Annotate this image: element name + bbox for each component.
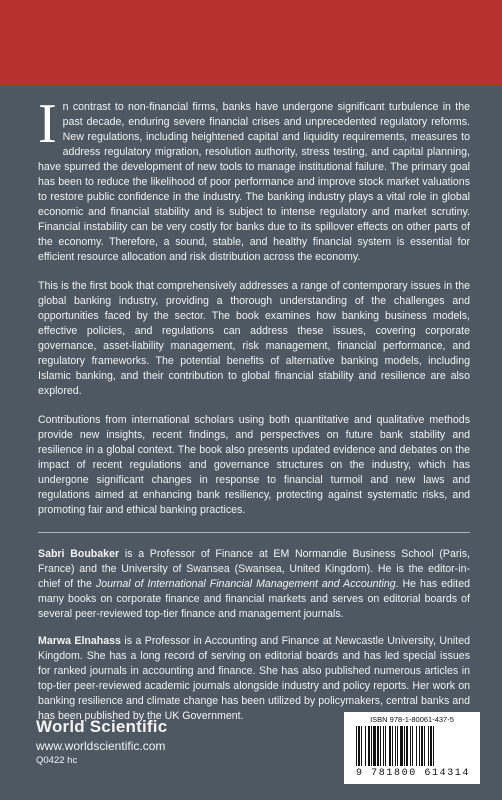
author-name: Marwa Elnahass — [38, 635, 121, 647]
barcode-bars — [354, 726, 470, 770]
barcode-bar — [392, 726, 393, 766]
barcode-bar — [419, 726, 420, 766]
barcode-bar — [406, 726, 408, 766]
barcode-bar — [361, 726, 362, 766]
barcode-bar — [424, 726, 425, 766]
barcode-bar — [377, 726, 379, 766]
blurb — [38, 93, 470, 736]
publisher-block — [36, 717, 167, 766]
barcode-bar — [395, 726, 396, 766]
barcode-bar — [365, 726, 366, 766]
barcode-bar — [430, 726, 432, 766]
barcode-bar — [380, 726, 381, 766]
barcode-bar — [433, 726, 434, 766]
intro-paragraph-1: In contrast to non-financial firms, banks have undergone significant turbulence in the past decade, enduring severe financial crises and unprecedented regulatory reforms. New regulations, including heightened capital and liquidity requirements, measures to address regulatory migration, resolution authority, stress testing, and capital planning, have spurred the development of new tools to manage institutional failure. The primary goal has been to reduce the likelihood of poor performance and improve stock market valuations to restore public confidence in the industry. The banking industry plays a vital role in global economic and financial stability and is subject to intense regulatory and market scrutiny. Financial instability can be very costly for banks due to its spillover effects on other parts of the economy. Therefore, a sound, stable, and healthy financial system is essential for efficient resource allocation and risk distribution across the economy. — [38, 93, 470, 263]
barcode-bar — [410, 726, 411, 766]
barcode-bar — [368, 726, 370, 766]
ean-number: 9 781800 614314 — [355, 768, 470, 779]
barcode-bar — [383, 726, 384, 766]
barcode-bar — [400, 726, 403, 766]
barcode-bar — [416, 726, 417, 766]
barcode-bar — [428, 726, 429, 766]
barcode — [344, 712, 480, 784]
publisher-name: World Scientific — [36, 717, 168, 736]
barcode-bar — [421, 726, 423, 766]
drop-cap: I — [38, 93, 57, 155]
barcode-bar — [371, 726, 372, 766]
isbn-label: ISBN 978-1-80061-437-5 — [370, 715, 454, 724]
author-bios — [38, 547, 470, 724]
divider — [38, 532, 470, 533]
barcode-bar — [373, 726, 376, 766]
intro-paragraph-3: Contributions from international scholars using both quantitative and qualitative methods provide new insights, recent findings, and perspectives on future bank stability and resilience in a global context. The book also presents updated evidence and debates on the impact of recent regulations and governance structures on the industry, which has undergone significant changes in response to financial turmoil and new laws and regulations aimed at enhancing bank resiliency, protecting against systematic risks, and promoting fair and ethical banking practices. — [38, 414, 470, 516]
barcode-bar — [358, 726, 360, 766]
top-color-band — [0, 0, 502, 86]
barcode-bar — [412, 726, 413, 766]
author-name: Sabri Boubaker — [38, 548, 120, 560]
barcode-bar — [356, 726, 357, 766]
journal-title: Journal of International Financial Management and Accounting — [95, 578, 396, 590]
publisher-url: www.worldscientific.com — [36, 739, 166, 753]
barcode-bar — [389, 726, 391, 766]
barcode-bar — [385, 726, 386, 766]
barcode-bar — [404, 726, 405, 766]
barcode-bar — [397, 726, 398, 766]
product-code: Q0422 hc — [36, 755, 78, 766]
intro-paragraph-2: This is the first book that comprehensively addresses a range of contemporary issues in the global banking industry, providing a thorough understanding of the challenges and opportunities faced by the sector. The book examines how banking business models, effective policies, and regulations can address these issues, covering corporate governance, asset-liability management, risk management, financial performance, and regulatory frameworks. The potential benefits of alternative banking models, including Islamic banking, and their contribution to global financial stability and resilience are also explored. — [38, 280, 470, 397]
author-bio-2: Marwa Elnahass is a Professor in Accounting and Finance at Newcastle University, United Kingdom. She has a long record of serving on editorial boards and has led special issues for ranked journals in accounting and finance. She has also published numerous articles in top-tier peer-reviewed academic journals alongside industry and policy reports. Her work on banking resilience and climate change has been utilized by policymakers, central banks and has been published by the UK Government. — [38, 635, 470, 722]
author-bio-1: Sabri Boubaker is a Professor of Finance at EM Normandie Business School (Paris, France) and the University of Swansea (Swansea, United Kingdom). He is the editor-in-chief of the Journal of International Financial Management and Accounting. He has edited many books on corporate finance and financial markets and serves on editorial boards of several peer-reviewed top-tier finance and management journals. — [38, 548, 470, 620]
